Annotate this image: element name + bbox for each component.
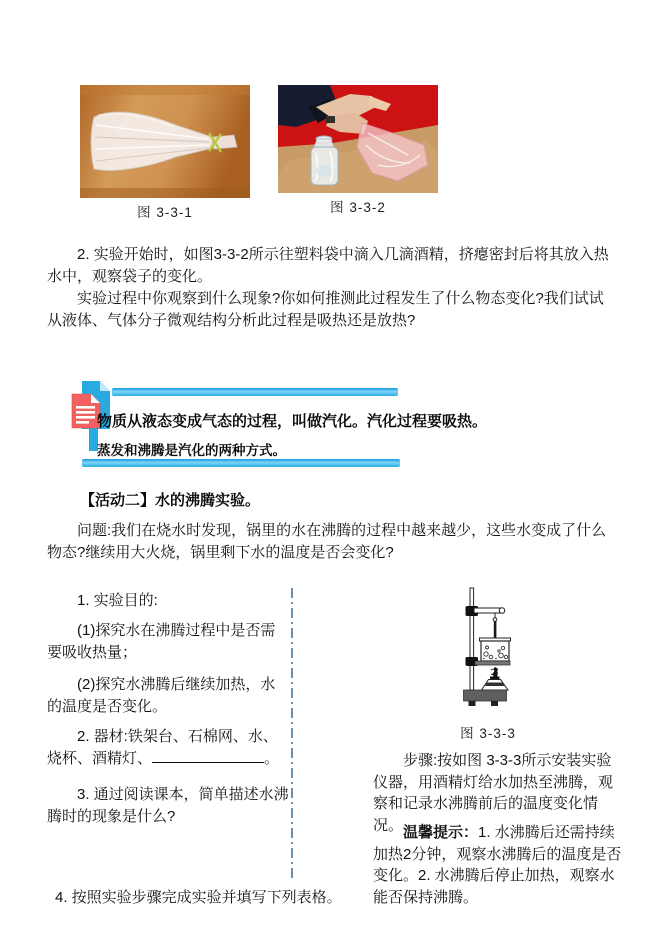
fill-in-blank[interactable]: [152, 750, 264, 763]
materials-text: 2. 器材:铁架台、石棉网、水、烧杯、酒精灯、: [47, 728, 278, 767]
callout-bottom-rule: [82, 459, 400, 467]
callout-definition-text: 物质从液态变成气态的过程，叫做汽化。汽化过程要吸热。: [97, 413, 488, 430]
activity-heading: 【活动二】水的沸腾实验。: [80, 492, 261, 509]
left-item-purpose-2: (2)探究水沸腾后继续加热，水的温度是否变化。: [47, 676, 276, 715]
photo-alcohol-drip: [278, 85, 438, 193]
left-item-describe: 3. 通过阅读课本，简单描述水沸腾时的现象是什么?: [47, 786, 289, 825]
figure-2-caption: 图 3-3-2: [330, 200, 386, 215]
paragraph-observation-question: 实验过程中你观察到什么现象?你如何推测此过程发生了什么物态变化?我们试试从液体、气体分子微观结构分析此过程是吸热还是放热?: [47, 290, 604, 329]
left-item-materials: [47, 726, 290, 769]
plastic-bag-illustration: [80, 85, 250, 198]
tips-paragraph: [373, 822, 626, 908]
materials-period: 。: [264, 749, 280, 767]
figure-1-caption: 图 3-3-1: [137, 205, 193, 220]
callout-note-text: 蒸发和沸腾是汽化的两种方式。: [97, 443, 286, 458]
figure-3-caption: 图 3-3-3: [460, 726, 516, 741]
tips-body: 1. 水沸腾后还需持续加热2分钟，观察水沸腾后的温度是否变化。2. 水沸腾后停止加热，观察水能否保持沸腾。: [373, 824, 622, 906]
left-item-purpose-1: (1)探究水在沸腾过程中是否需要吸收热量；: [47, 622, 276, 661]
steps-paragraph: 步骤:按如图 3-3-3所示安装实验仪器，用酒精灯给水加热至沸腾，观察和记录水沸腾前后的温度变化情况。: [373, 752, 614, 834]
activity-question: 问题:我们在烧水时发现，锅里的水在沸腾的过程中越来越少，这些水变成了什么物态?继续用大火烧，锅里剩下水的温度是否会变化?: [47, 522, 607, 561]
apparatus-figure: [461, 586, 515, 710]
alcohol-experiment-illustration: [278, 85, 438, 193]
paragraph-experiment-start: 2. 实验开始时，如图3-3-2所示往塑料袋中滴入几滴酒精，挤瘪密封后将其放入热水中，观察袋子的变化。: [47, 246, 609, 285]
tips-label: 温馨提示：: [403, 824, 479, 841]
photo-plastic-bag: [80, 85, 250, 198]
left-item-purpose: 1. 实验目的:: [77, 592, 158, 609]
callout-top-rule: [112, 388, 398, 396]
bottom-item-table-instruction: 4. 按照实验步骤完成实验并填写下列表格。: [55, 889, 342, 906]
